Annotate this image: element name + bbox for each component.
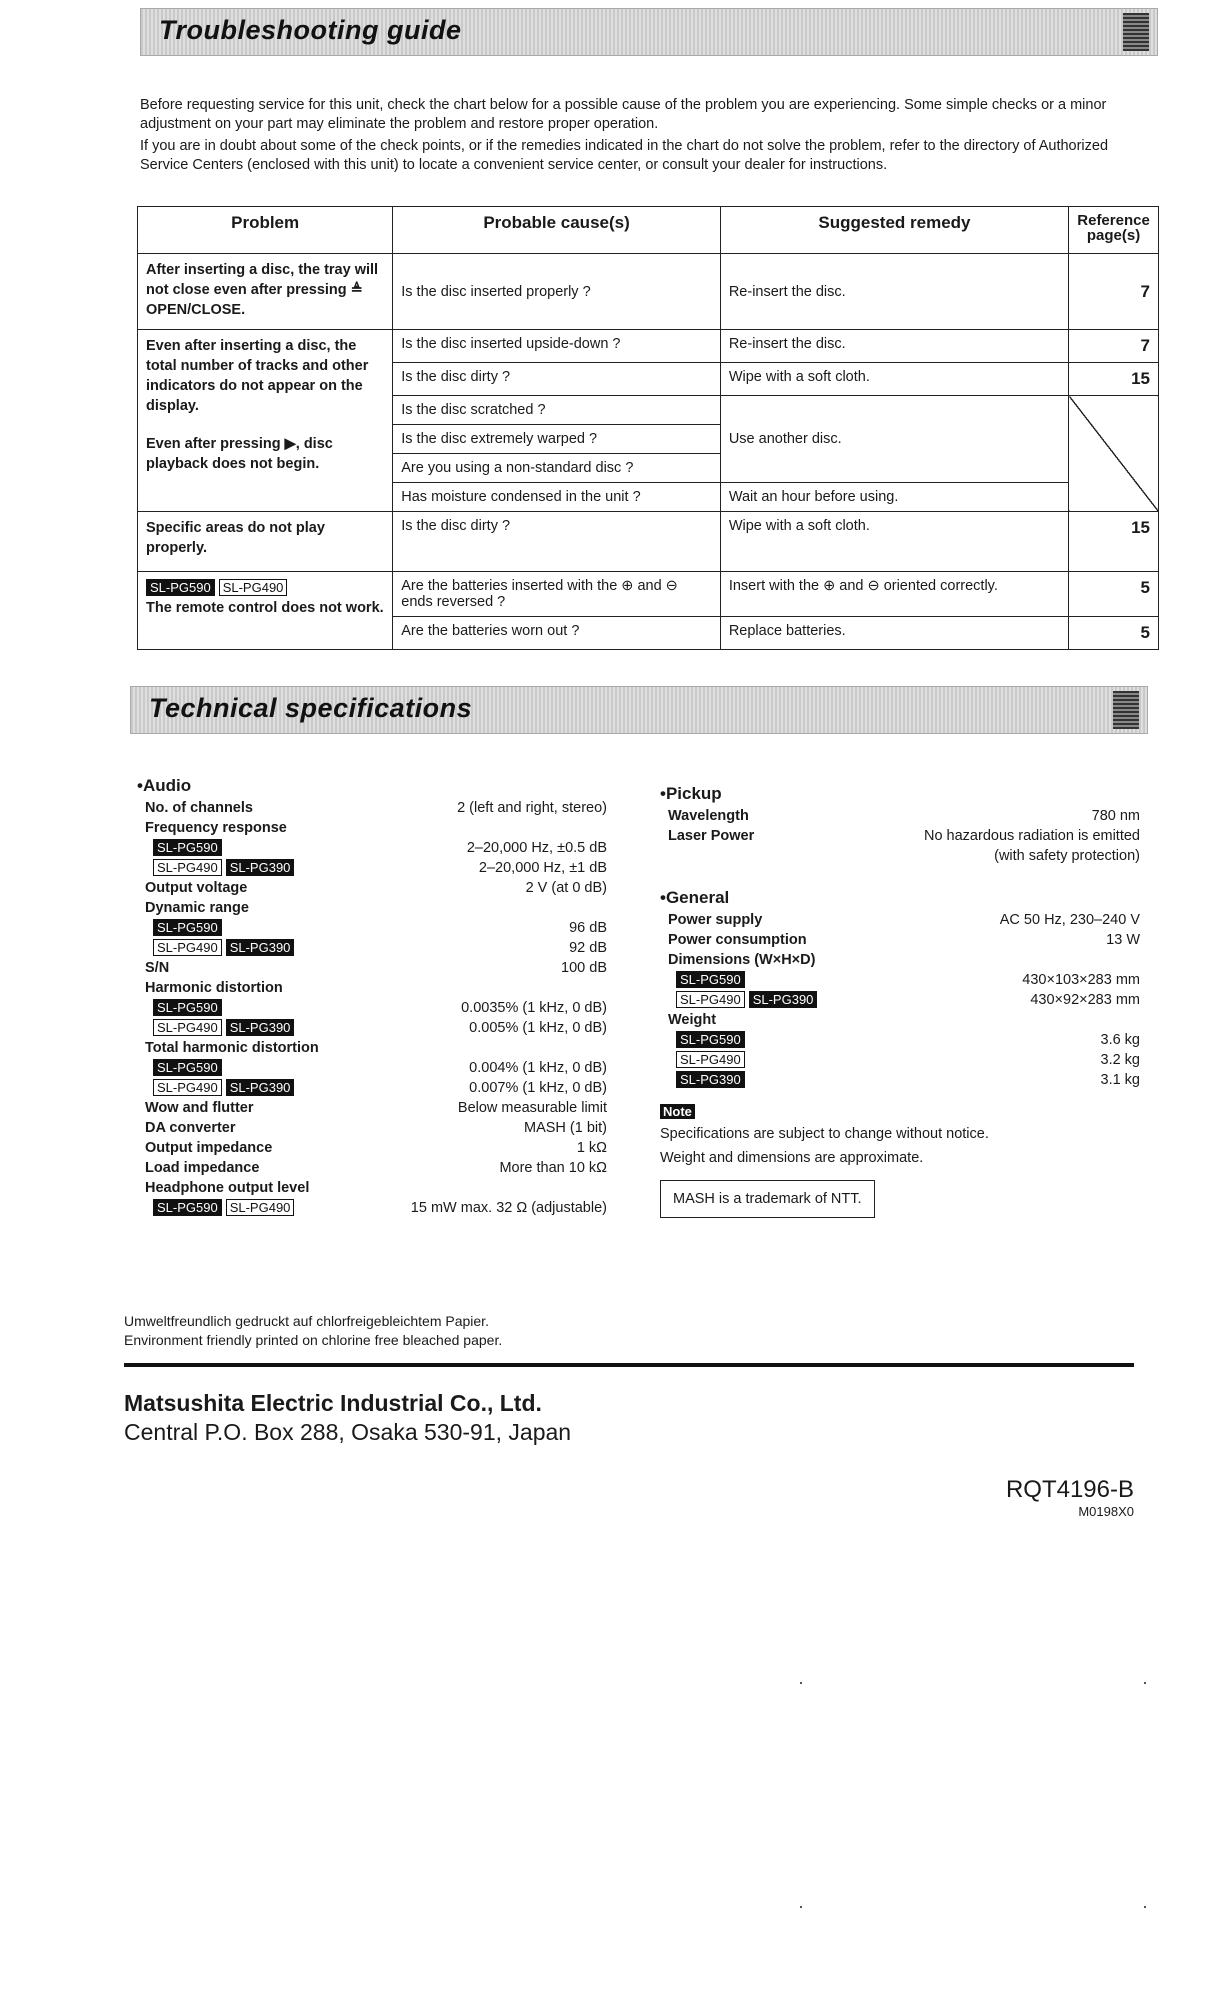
spec-row (660, 806, 1140, 826)
model-badge: SL-PG490 (676, 1051, 745, 1068)
model-badge: SL-PG590 (153, 1059, 222, 1076)
spec-row (660, 970, 1140, 990)
cause-cell: Is the disc scratched ? (393, 396, 721, 425)
spec-label: Harmonic distortion (145, 980, 283, 996)
intro-paragraph-2: If you are in doubt about some of the check points, or if the remedies indicated in the chart do not solve the problem, refer to the directory of Authorized Service Centers (enclosed with this unit) to locate a convenient service center, or consult your dealer for instructions. (140, 138, 1109, 173)
spec-row (660, 846, 1140, 866)
cause-cell: Is the disc extremely warped ? (393, 425, 721, 454)
model-badge: SL-PG390 (226, 1019, 295, 1036)
spec-value: 0.007% (1 kHz, 0 dB) (469, 1080, 607, 1096)
spec-row (137, 898, 607, 918)
model-badge: SL-PG390 (226, 939, 295, 956)
model-badge: SL-PG590 (153, 1199, 222, 1216)
note-tag: Note (660, 1104, 695, 1119)
spec-row (137, 1178, 607, 1198)
spec-row (137, 878, 607, 898)
spec-row (137, 838, 607, 858)
remedy-cell: Insert with the ⊕ and ⊖ oriented correctly. (720, 572, 1068, 617)
spec-value: Below measurable limit (457, 1100, 607, 1116)
specifications-title: Technical specifications (149, 693, 473, 723)
note-text: Specifications are subject to change without notice. (660, 1126, 989, 1142)
pickup-general-specs (660, 784, 1140, 1218)
model-badge: SL-PG490 (153, 939, 222, 956)
spec-row (137, 818, 607, 838)
spec-row (137, 798, 607, 818)
model-badge: SL-PG490 (153, 859, 222, 876)
spec-value: 0.004% (1 kHz, 0 dB) (469, 1060, 607, 1076)
model-badge: SL-PG390 (226, 859, 295, 876)
spec-label: No. of channels (145, 800, 253, 816)
spec-row (660, 1070, 1140, 1090)
general-heading: •General (660, 888, 730, 907)
pickup-heading: •Pickup (660, 784, 722, 803)
spec-value: 15 mW max. 32 Ω (adjustable) (410, 1200, 607, 1216)
problem-text: Even after inserting a disc, the total number of tracks and other indicators do not appear on the display. (146, 338, 369, 414)
header-problem: Problem (138, 207, 393, 254)
spec-row (137, 998, 607, 1018)
spec-value: 13 W (1106, 932, 1140, 948)
spec-row (137, 1078, 607, 1098)
spec-row (137, 1138, 607, 1158)
ref-cell: 5 (1069, 617, 1159, 650)
spec-row (660, 826, 1140, 846)
problem-cell (138, 330, 393, 512)
spec-row (137, 858, 607, 878)
spec-label: Frequency response (145, 820, 287, 836)
spec-row (137, 1118, 607, 1138)
spec-label: Total harmonic distortion (145, 1040, 319, 1056)
document-number-block (1006, 1476, 1134, 1519)
cause-cell: Are the batteries inserted with the ⊕ and ⊖ ends reversed ? (393, 572, 721, 617)
spec-row (137, 1018, 607, 1038)
spec-row (660, 990, 1140, 1010)
specifications-banner (130, 686, 1148, 734)
model-badge: SL-PG490 (676, 991, 745, 1008)
spec-value: 2 V (at 0 dB) (525, 880, 607, 896)
audio-specs (137, 776, 607, 1218)
table-row (138, 572, 1159, 617)
spec-row (660, 930, 1140, 950)
spec-value: 1 kΩ (576, 1140, 607, 1156)
spec-row (660, 1010, 1140, 1030)
spec-value: 92 dB (569, 940, 607, 956)
spec-value: 3.1 kg (1100, 1072, 1140, 1088)
spec-label: Dimensions (W×H×D) (668, 952, 816, 968)
spec-label: Weight (668, 1012, 717, 1028)
spec-label: Output voltage (145, 880, 248, 896)
model-badge: SL-PG590 (676, 1031, 745, 1048)
ref-cell: 7 (1069, 330, 1159, 363)
banner-pattern (1123, 13, 1149, 51)
spec-label: Power consumption (668, 932, 807, 948)
spec-row (137, 1038, 607, 1058)
spec-value: 0.005% (1 kHz, 0 dB) (469, 1020, 607, 1036)
company-address: Central P.O. Box 288, Osaka 530-91, Japan (124, 1419, 572, 1445)
remedy-cell: Wipe with a soft cloth. (720, 363, 1068, 396)
remedy-cell: Re-insert the disc. (720, 254, 1068, 330)
remedy-cell: Replace batteries. (720, 617, 1068, 650)
eco-notice (124, 1312, 502, 1350)
problem-text: The remote control does not work. (146, 600, 384, 616)
spec-row (660, 910, 1140, 930)
spec-value: 96 dB (569, 920, 607, 936)
company-block (124, 1390, 571, 1446)
spec-row (660, 1050, 1140, 1070)
scan-speck (1144, 1682, 1146, 1684)
spec-value: 3.2 kg (1100, 1052, 1140, 1068)
model-badge: SL-PG490 (219, 579, 288, 596)
spec-row (137, 938, 607, 958)
header-cause: Probable cause(s) (393, 207, 721, 254)
remedy-cell: Use another disc. (720, 396, 1068, 483)
spec-value: 2–20,000 Hz, ±0.5 dB (466, 840, 607, 856)
note-text: Weight and dimensions are approximate. (660, 1150, 924, 1166)
spec-label: DA converter (145, 1120, 236, 1136)
scan-speck (800, 1906, 802, 1908)
troubleshooting-title: Troubleshooting guide (159, 15, 462, 45)
model-badge: SL-PG590 (146, 579, 215, 596)
model-badge: SL-PG390 (226, 1079, 295, 1096)
cause-cell: Are you using a non-standard disc ? (393, 454, 721, 483)
spec-value: More than 10 kΩ (499, 1160, 607, 1176)
remedy-cell: Wipe with a soft cloth. (720, 512, 1068, 572)
remedy-cell: Re-insert the disc. (720, 330, 1068, 363)
spec-row (137, 1098, 607, 1118)
spec-label: Headphone output level (145, 1180, 310, 1196)
spec-label: Power supply (668, 912, 763, 928)
spec-value: 430×92×283 mm (1030, 992, 1140, 1008)
problem-cell (138, 572, 393, 650)
ref-cell-empty (1069, 396, 1159, 512)
spec-label: Wow and flutter (145, 1100, 254, 1116)
problem-cell: After inserting a disc, the tray will not close even after pressing ≜ OPEN/CLOSE. (138, 254, 393, 330)
model-badge: SL-PG590 (676, 971, 745, 988)
spec-value: 2–20,000 Hz, ±1 dB (478, 860, 607, 876)
table-header-row (138, 207, 1159, 254)
spec-value: AC 50 Hz, 230–240 V (999, 912, 1140, 928)
model-badge: SL-PG590 (153, 999, 222, 1016)
note-block (660, 1104, 1140, 1218)
spec-value: (with safety protection) (994, 848, 1140, 864)
spec-label: Output impedance (145, 1140, 273, 1156)
spec-label: S/N (145, 960, 170, 976)
scan-speck (800, 1682, 802, 1684)
header-remedy: Suggested remedy (720, 207, 1068, 254)
eco-notice-de: Umweltfreundlich gedruckt auf chlorfreigebleichtem Papier. (124, 1313, 489, 1329)
spec-value: 100 dB (561, 960, 607, 976)
ref-cell: 7 (1069, 254, 1159, 330)
troubleshooting-table (137, 206, 1159, 650)
cause-cell: Are the batteries worn out ? (393, 617, 721, 650)
eco-notice-en: Environment friendly printed on chlorine free bleached paper. (124, 1332, 503, 1348)
ref-cell: 15 (1069, 512, 1159, 572)
problem-text: Even after pressing ▶, disc playback does not begin. (146, 436, 333, 472)
table-row (138, 330, 1159, 363)
document-number: RQT4196-B (1005, 1476, 1134, 1503)
table-row (138, 512, 1159, 572)
ref-cell: 5 (1069, 572, 1159, 617)
spec-value: 0.0035% (1 kHz, 0 dB) (461, 1000, 607, 1016)
model-badge: SL-PG490 (226, 1199, 295, 1216)
cause-cell: Is the disc inserted upside-down ? (393, 330, 721, 363)
spec-label: Dynamic range (145, 900, 249, 916)
model-badge: SL-PG590 (153, 919, 222, 936)
problem-cell: Specific areas do not play properly. (138, 512, 393, 572)
document-code: M0198X0 (1078, 1504, 1134, 1519)
spec-value: No hazardous radiation is emitted (923, 828, 1140, 844)
model-badge: SL-PG390 (749, 991, 818, 1008)
spec-value: MASH (1 bit) (524, 1120, 607, 1136)
model-badge: SL-PG490 (153, 1079, 222, 1096)
cause-cell: Has moisture condensed in the unit ? (393, 483, 721, 512)
spec-label: Wavelength (668, 808, 749, 824)
troubleshooting-intro (140, 96, 1160, 178)
cause-cell: Is the disc dirty ? (393, 363, 721, 396)
table-row (138, 254, 1159, 330)
model-badge: SL-PG490 (153, 1019, 222, 1036)
spec-row (137, 1198, 607, 1218)
spec-value: 3.6 kg (1100, 1032, 1140, 1048)
company-name: Matsushita Electric Industrial Co., Ltd. (124, 1390, 542, 1416)
scan-speck (1144, 1906, 1146, 1908)
spec-value: 2 (left and right, stereo) (457, 800, 607, 816)
ref-cell: 15 (1069, 363, 1159, 396)
spec-row (660, 950, 1140, 970)
spec-row (137, 958, 607, 978)
spec-value: 430×103×283 mm (1022, 972, 1140, 988)
spec-value: 780 nm (1091, 808, 1140, 824)
model-badge: SL-PG390 (676, 1071, 745, 1088)
header-reference: Reference page(s) (1069, 207, 1159, 254)
spec-row (660, 1030, 1140, 1050)
spec-label: Load impedance (145, 1160, 260, 1176)
spec-label: Laser Power (668, 828, 755, 844)
footer-divider (124, 1363, 1134, 1367)
audio-heading: •Audio (137, 776, 192, 795)
spec-row (137, 1058, 607, 1078)
cause-cell: Is the disc dirty ? (393, 512, 721, 572)
remedy-cell: Wait an hour before using. (720, 483, 1068, 512)
troubleshooting-banner (140, 8, 1158, 56)
trademark-box: MASH is a trademark of NTT. (660, 1180, 875, 1218)
spec-row (137, 1158, 607, 1178)
cause-cell: Is the disc inserted properly ? (393, 254, 721, 330)
intro-paragraph-1: Before requesting service for this unit, check the chart below for a possible cause of the problem you are experiencing. Some simple checks or a minor adjustment on your part may eliminate the problem and restore proper operation. (140, 97, 1107, 132)
spec-row (137, 918, 607, 938)
spec-row (137, 978, 607, 998)
model-badge: SL-PG590 (153, 839, 222, 856)
banner-pattern (1113, 691, 1139, 729)
